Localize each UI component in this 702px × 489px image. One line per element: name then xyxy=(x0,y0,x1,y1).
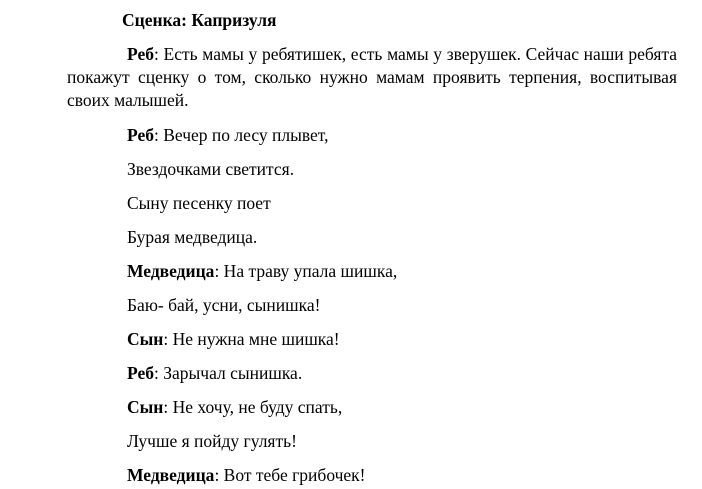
speaker-name: Сын xyxy=(127,329,164,349)
script-line xyxy=(127,158,294,180)
speaker-name: Медведица xyxy=(127,465,215,485)
speaker-name: Реб xyxy=(127,125,154,145)
scene-title: Сценка: Капризуля xyxy=(122,10,277,30)
line-text: Бурая медведица. xyxy=(127,227,258,247)
script-line xyxy=(127,124,329,146)
script-line xyxy=(127,226,257,248)
script-line xyxy=(127,396,342,418)
script-line xyxy=(127,328,340,350)
script-line xyxy=(127,464,366,486)
speaker-name: Реб xyxy=(127,363,154,383)
script-line xyxy=(127,192,271,214)
speaker-name: Медведица xyxy=(127,261,215,281)
script-line xyxy=(127,430,297,452)
speaker-name: Сын xyxy=(127,397,164,417)
line-text: : Вот тебе грибочек! xyxy=(214,465,366,485)
intro-paragraph xyxy=(67,43,677,112)
script-line xyxy=(127,294,320,316)
line-text: : На траву упала шишка, xyxy=(214,261,398,281)
speaker-name: Реб xyxy=(127,44,154,64)
line-text: : Вечер по лесу плывет, xyxy=(153,125,329,145)
line-text: : Не хочу, не буду спать, xyxy=(163,397,343,417)
line-text: Баю- бай, усни, сынишка! xyxy=(127,295,321,315)
script-line xyxy=(127,260,397,282)
line-text: Лучше я пойду гулять! xyxy=(127,431,297,451)
line-text: Звездочками светится. xyxy=(127,159,295,179)
script-line xyxy=(127,362,302,384)
line-text: : Не нужна мне шишка! xyxy=(163,329,340,349)
line-text: : Есть мамы у ребятишек, есть мамы у зверушек. Сейчас наши ребята покажут сценку о том, сколько нужно мамам проявить терпения, воспитывая своих малышей. xyxy=(67,44,677,110)
line-text: : Зарычал сынишка. xyxy=(153,363,303,383)
line-text: Сыну песенку поет xyxy=(127,193,271,213)
